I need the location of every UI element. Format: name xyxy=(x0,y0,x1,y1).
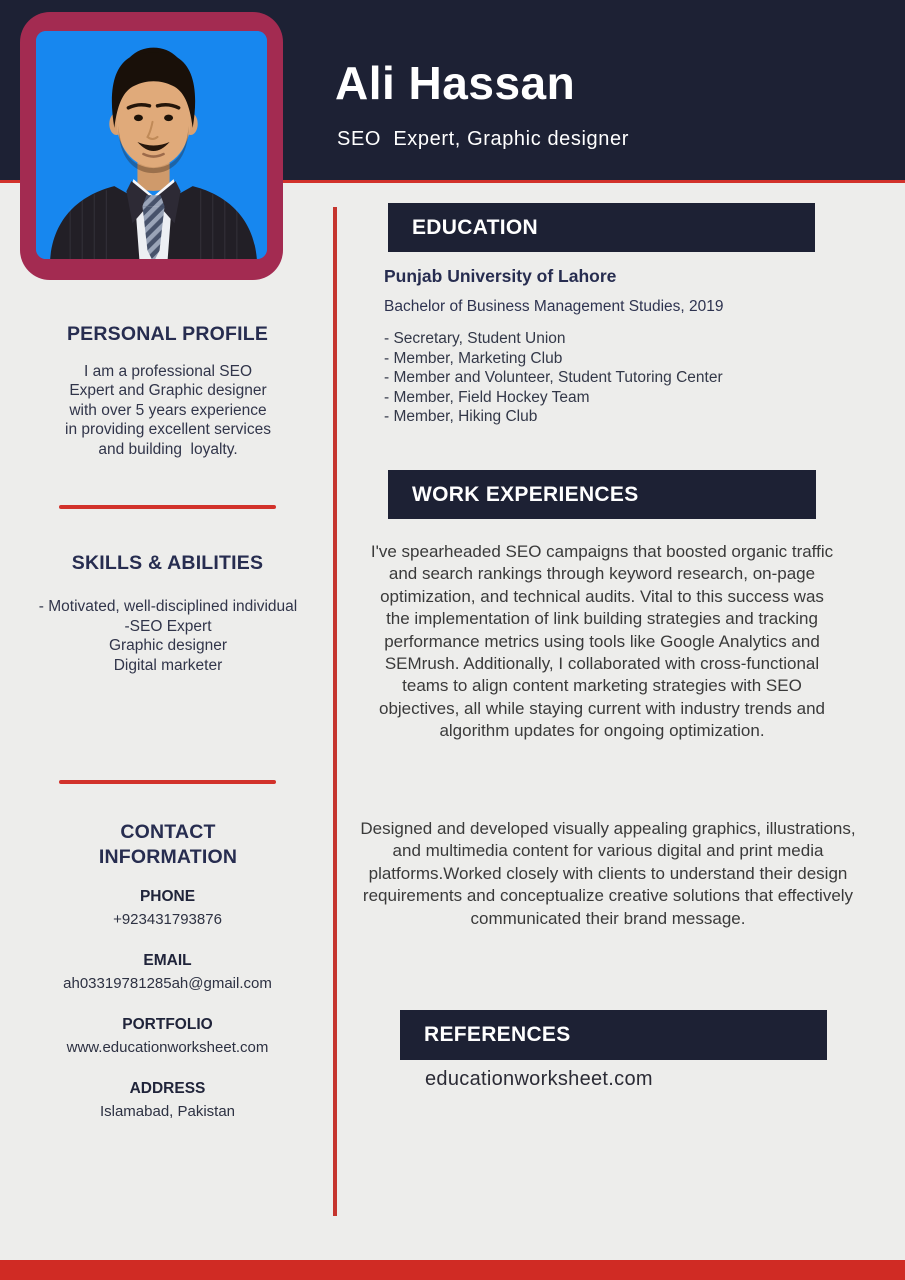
personal-profile-text: I am a professional SEO Expert and Graphic designer with over 5 years experience in providing excellent services and building loyalty. xyxy=(65,363,276,458)
references-text: educationworksheet.com xyxy=(425,1068,653,1090)
contact-entry-email xyxy=(0,951,335,994)
sidebar xyxy=(0,180,335,1260)
activity-item: - Secretary, Student Union xyxy=(384,330,566,347)
degree-line: Bachelor of Business Management Studies, 2019 xyxy=(384,298,724,315)
activity-item: - Member, Marketing Club xyxy=(384,349,563,367)
contact-entry-portfolio xyxy=(0,1015,335,1058)
profile-photo xyxy=(36,31,267,259)
work-paragraph-seo: I've spearheaded SEO campaigns that boosted organic traffic and search rankings through keyword research, on-page optimization, and technical audits. Vital to this success was the implementation of link building strategies and tracking performance metrics using tools like Google Analytics and SEMrush. Additionally, I collaborated with cross-functional teams to align content marketing strategies with SEO objectives, all while staying current with industry trends and algorithm updates for ongoing optimization. xyxy=(370,542,834,741)
contact-label: PHONE xyxy=(139,888,196,905)
skill-item: - Motivated, well-disciplined individual xyxy=(38,598,298,615)
bottom-red-bar xyxy=(0,1260,905,1280)
personal-profile-heading: PERSONAL PROFILE xyxy=(66,323,269,345)
contact-label: PORTFOLIO xyxy=(122,1016,213,1033)
work-paragraph-design: Designed and developed visually appealing graphics, illustrations, and multimedia content for various digital and print media platforms.Worked closely with clients to understand their design requirements and conceptualize creative solutions that effectively communicated their brand message. xyxy=(360,819,856,928)
skill-item: -SEO Expert xyxy=(124,617,212,635)
contact-entry-phone xyxy=(0,887,335,930)
activity-item: - Member and Volunteer, Student Tutoring Center xyxy=(384,369,723,387)
references-section-banner xyxy=(400,1010,827,1060)
activity-item: - Member, Field Hockey Team xyxy=(384,388,590,406)
school-name: Punjab University of Lahore xyxy=(384,266,617,286)
portfolio-url: www.educationworksheet.com xyxy=(66,1039,269,1056)
activity-item: - Member, Hiking Club xyxy=(384,408,538,426)
work-heading: WORK EXPERIENCES xyxy=(412,482,639,506)
education-section-banner xyxy=(388,203,815,252)
contact-entry-address xyxy=(0,1079,335,1122)
education-activities xyxy=(384,329,723,427)
red-section-divider xyxy=(59,505,276,509)
email-address: ah03319781285ah@gmail.com xyxy=(63,975,272,992)
person-name: Ali Hassan xyxy=(335,57,576,109)
work-section-banner xyxy=(388,470,816,519)
contact-entries xyxy=(0,887,335,1143)
red-section-divider xyxy=(59,780,276,784)
education-heading: EDUCATION xyxy=(412,215,538,239)
references-heading: REFERENCES xyxy=(424,1023,571,1046)
skills-heading: SKILLS & ABILITIES xyxy=(71,552,264,574)
contact-label: ADDRESS xyxy=(129,1080,206,1097)
skill-item: Graphic designer xyxy=(108,637,228,655)
address-text: Islamabad, Pakistan xyxy=(99,1103,236,1120)
skills-list xyxy=(38,597,298,675)
portrait-illustration xyxy=(36,31,267,259)
skill-item: Digital marketer xyxy=(113,656,223,674)
photo-frame xyxy=(20,12,283,280)
contact-heading: CONTACT INFORMATION xyxy=(98,821,238,868)
contact-label: EMAIL xyxy=(143,952,192,969)
job-title: SEO Expert, Graphic designer xyxy=(337,128,629,150)
phone-number: +923431793876 xyxy=(113,911,222,928)
